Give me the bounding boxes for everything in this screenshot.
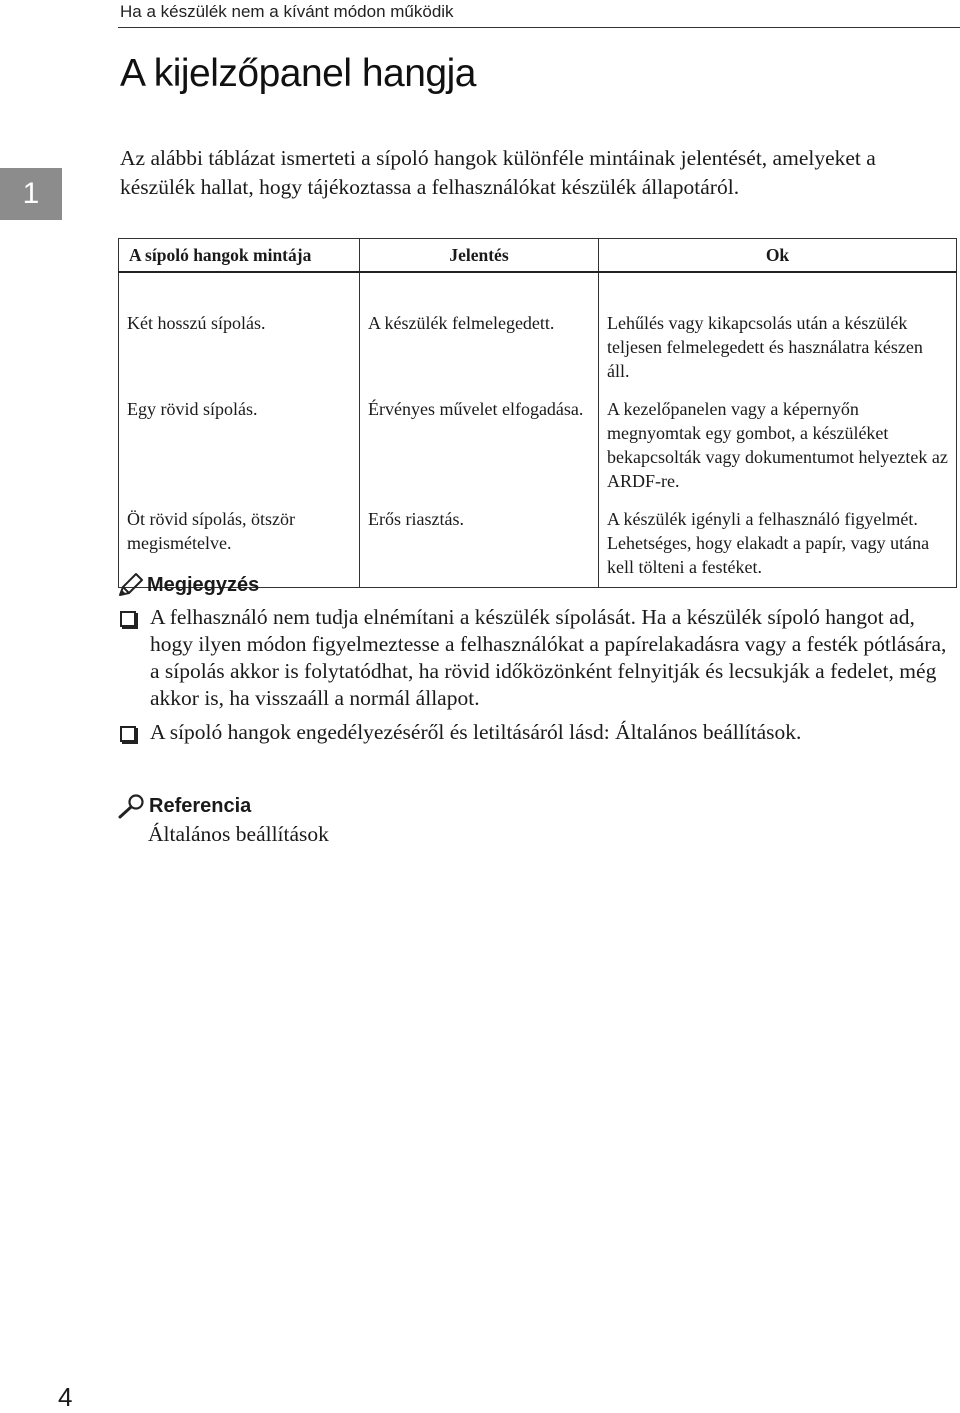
cell-meaning: Érvényes művelet elfogadása.	[360, 391, 599, 501]
reference-heading	[117, 793, 251, 819]
checkbox-bullet-icon	[120, 611, 136, 627]
cell-cause: Lehűlés vagy kikapcsolás után a készülék teljesen felmelegedett és használatra készen áll.	[599, 272, 957, 391]
list-item	[120, 719, 960, 746]
reference-heading-label: Referencia	[149, 794, 252, 817]
beep-pattern-table	[118, 238, 957, 588]
page-number: 4	[58, 1382, 73, 1412]
table-row	[119, 391, 957, 501]
table-header-row	[119, 239, 957, 273]
header-rule	[118, 27, 960, 28]
running-header: Ha a készülék nem a kívánt módon működik	[120, 2, 454, 21]
cell-pattern: Két hosszú sípolás.	[119, 272, 360, 391]
cell-cause: A készülék igényli a felhasználó figyelmét. Lehetséges, hogy elakadt a papír, vagy utána kell tölteni a festéket.	[599, 501, 957, 588]
table-row	[119, 272, 957, 391]
column-header-meaning: Jelentés	[360, 239, 599, 273]
note-heading	[117, 572, 259, 598]
note-heading-label: Megjegyzés	[147, 573, 260, 596]
chapter-tab: 1	[0, 168, 62, 220]
cell-pattern: Egy rövid sípolás.	[119, 391, 360, 501]
checkbox-bullet-icon	[120, 726, 136, 742]
note-list	[120, 604, 960, 753]
cell-cause: A kezelőpanelen vagy a képernyőn megnyomtak egy gombot, a készüléket bekapcsolták vagy dokumentumot helyeztek az ARDF-re.	[599, 391, 957, 501]
reference-link[interactable]: Általános beállítások	[148, 822, 329, 846]
cell-pattern: Öt rövid sípolás, ötször megismételve.	[119, 501, 360, 588]
column-header-cause: Ok	[599, 239, 957, 273]
note-item-text: A sípoló hangok engedélyezéséről és letiltásáról lásd: Általános beállítások.	[150, 720, 802, 744]
list-item	[120, 604, 960, 712]
pencil-icon	[117, 572, 145, 598]
cell-meaning: Erős riasztás.	[360, 501, 599, 588]
page-title: A kijelzőpanel hangja	[120, 52, 476, 95]
column-header-pattern: A sípoló hangok mintája	[119, 239, 360, 273]
note-item-text: A felhasználó nem tudja elnémítani a készülék sípolását. Ha a készülék sípoló hangot ad, hogy ilyen módon figyelmeztesse a felhasználókat a papírelakadásra vagy a festék pótlására, a sípolás akkor is folytatódhat, ha rövid időközönként felnyitják és lecsukják a fedelet, még akkor is, ha visszaáll a normál állapot.	[150, 605, 947, 710]
intro-paragraph: Az alábbi táblázat ismerteti a sípoló hangok különféle mintáinak jelentését, amelyeket a készülék hallat, hogy tájékoztassa a felhasználókat készülék állapotáról.	[120, 146, 876, 199]
cell-meaning: A készülék felmelegedett.	[360, 272, 599, 391]
magnifier-icon	[117, 793, 147, 819]
